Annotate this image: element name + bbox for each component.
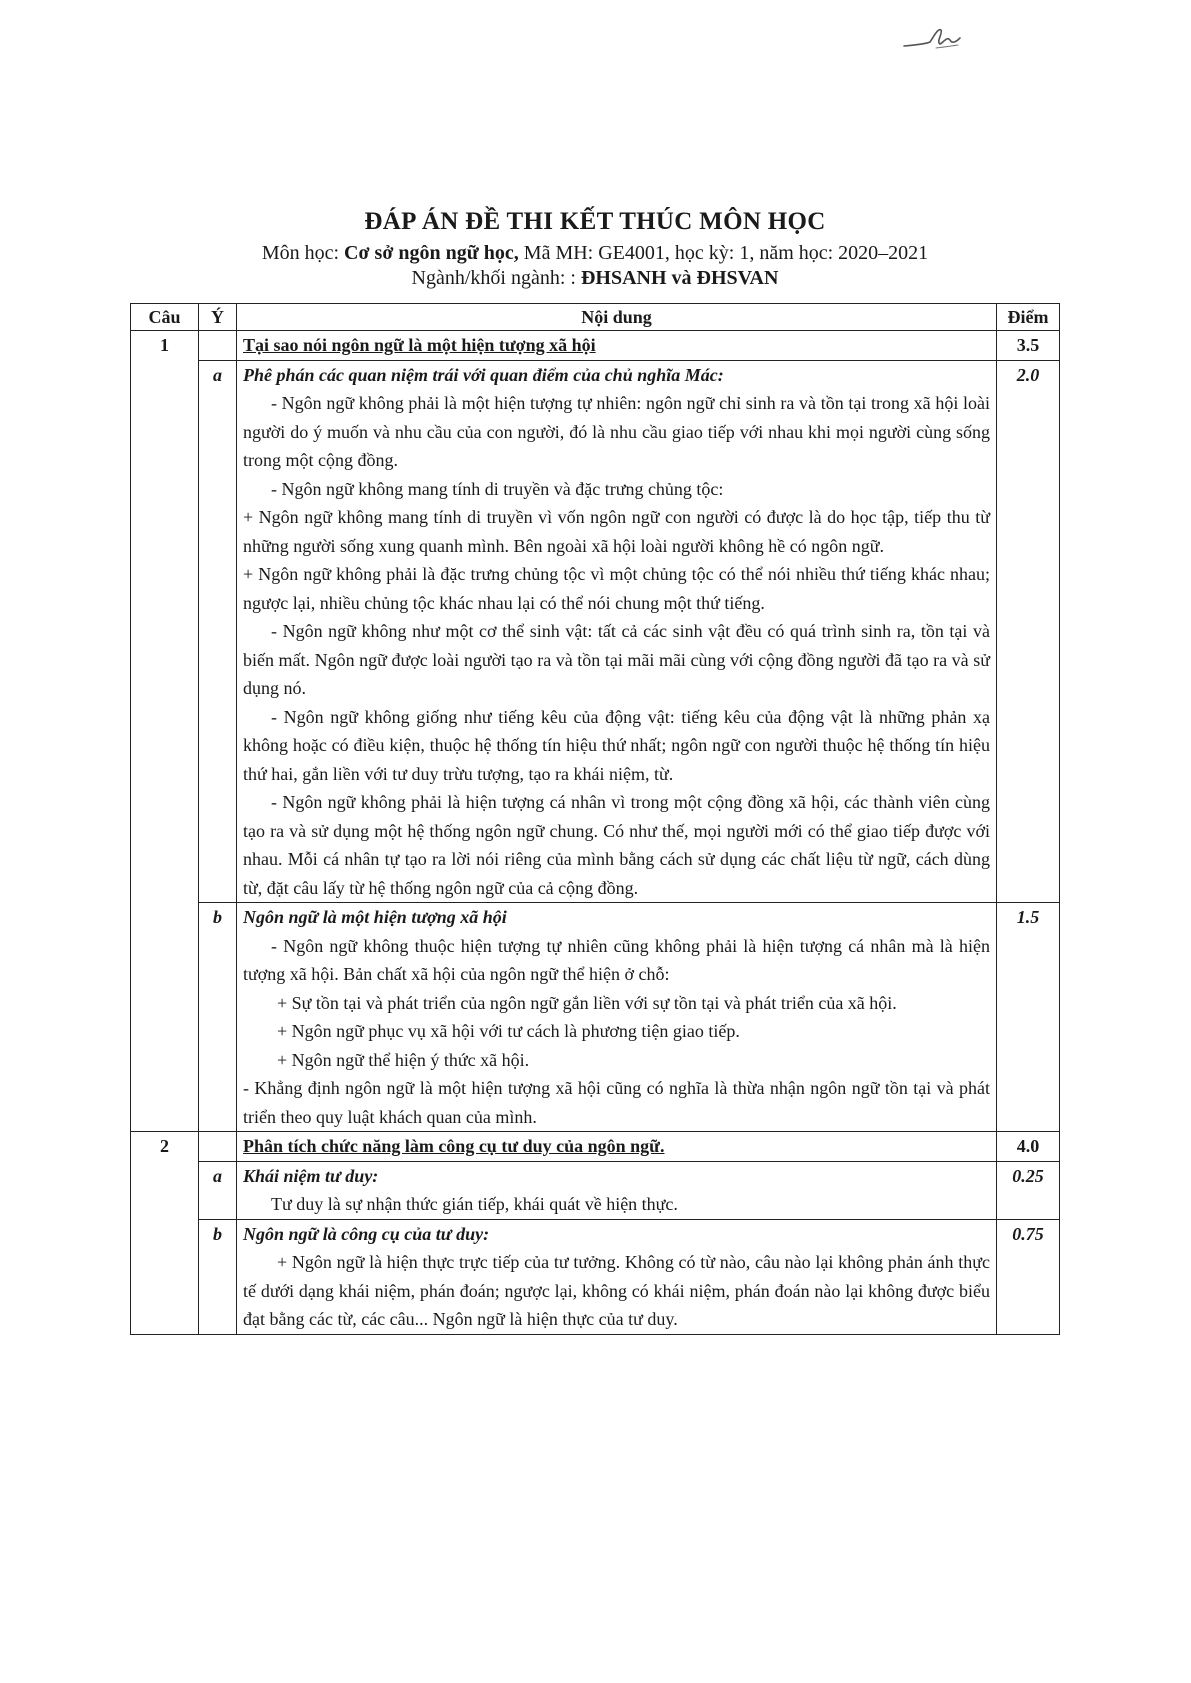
- document-header: [130, 208, 1060, 290]
- question-number: 1: [131, 331, 199, 1132]
- item-content: [237, 360, 997, 903]
- header-noi-dung: Nội dung: [237, 304, 997, 331]
- course-info: [130, 242, 1060, 265]
- item-heading: Ngôn ngữ là công cụ của tư duy:: [243, 1223, 490, 1244]
- item-paragraph: - Ngôn ngữ không phải là một hiện tượng tự nhiên: ngôn ngữ chỉ sinh ra và tồn tại trong xã hội loài người do ý muốn và nhu cầu của con người, đó là nhu cầu giao tiếp với nhau khi mọi người cùng sống trong một cộng đồng.: [243, 393, 990, 470]
- item-heading: Khái niệm tư duy:: [243, 1165, 379, 1186]
- item-paragraph: + Sự tồn tại và phát triển của ngôn ngữ gắn liền với sự tồn tại và phát triển của xã hội.: [277, 992, 897, 1013]
- item-paragraph: + Ngôn ngữ không phải là đặc trưng chủng tộc vì một chủng tộc có thể nói nhiều thứ tiếng khác nhau; ngược lại, nhiều chủng tộc khác nhau lại có thể nói chung một thứ tiếng.: [243, 564, 990, 613]
- item-paragraph: - Ngôn ngữ không giống như tiếng kêu của động vật: tiếng kêu của động vật là những phản xạ không hoặc có điều kiện, thuộc hệ thống tín hiệu thứ nhất; ngôn ngữ con người thuộc hệ thống tín hiệu thứ hai, gắn liền với tư duy trừu tượng, tạo ra khái niệm, từ.: [243, 706, 990, 784]
- answer-table: [130, 303, 1060, 1335]
- item-content: [237, 903, 997, 1132]
- table-row: [131, 1219, 1060, 1334]
- header-y: Ý: [199, 304, 237, 331]
- course-name: Cơ sở ngôn ngữ học,: [344, 242, 519, 264]
- table-row: [131, 1132, 1060, 1162]
- table-row: [131, 331, 1060, 361]
- header-diem: Điểm: [997, 304, 1060, 331]
- item-paragraph: - Ngôn ngữ không thuộc hiện tượng tự nhiên cũng không phải là hiện tượng cá nhân mà là hiện tượng xã hội. Bản chất xã hội của ngôn ngữ thể hiện ở chỗ:: [243, 935, 990, 984]
- signature-mark: [900, 18, 970, 58]
- question-score: 3.5: [997, 331, 1060, 361]
- item-label: b: [199, 1219, 237, 1334]
- item-paragraph: + Ngôn ngữ không mang tính di truyền vì vốn ngôn ngữ con người có được là do học tập, tiếp thu từ những người sống xung quanh mình. Bên ngoài xã hội loài người không hề có ngôn ngữ.: [243, 507, 990, 556]
- item-paragraph: - Ngôn ngữ không phải là hiện tượng cá nhân vì trong một cộng đồng xã hội, các thành viên cùng tạo ra và sử dụng một hệ thống ngôn ngữ chung. Có như thế, mọi người mới có thể giao tiếp được với nhau. Mỗi cá nhân tự tạo ra lời nói riêng của mình bằng cách sử dụng các chất liệu từ ngữ, cách dùng từ, đặt câu lấy từ hệ thống ngôn ngữ của cả cộng đồng.: [243, 792, 990, 898]
- table-row: [131, 1161, 1060, 1219]
- item-paragraph: + Ngôn ngữ phục vụ xã hội với tư cách là phương tiện giao tiếp.: [277, 1021, 740, 1041]
- item-paragraph: Tư duy là sự nhận thức gián tiếp, khái quát về hiện thực.: [271, 1194, 678, 1214]
- question-score: 4.0: [997, 1132, 1060, 1162]
- table-header-row: [131, 304, 1060, 331]
- majors-prefix: Ngành/khối ngành: :: [411, 267, 581, 289]
- majors-value: ĐHSANH và ĐHSVAN: [580, 267, 779, 289]
- item-label: a: [199, 360, 237, 903]
- item-heading: Ngôn ngữ là một hiện tượng xã hội: [243, 907, 507, 927]
- item-content: [237, 1161, 997, 1219]
- item-paragraph: - Ngôn ngữ không mang tính di truyền và đặc trưng chủng tộc:: [271, 478, 724, 499]
- item-score: 1.5: [997, 903, 1060, 1132]
- header-cau: Câu: [131, 304, 199, 331]
- majors-info: [130, 267, 1060, 290]
- question-topic: Tại sao nói ngôn ngữ là một hiện tượng xã hội: [243, 335, 596, 355]
- document-title: ĐÁP ÁN ĐỀ THI KẾT THÚC MÔN HỌC: [364, 208, 826, 235]
- item-paragraph: - Khẳng định ngôn ngữ là một hiện tượng xã hội cũng có nghĩa là thừa nhận ngôn ngữ tồn tại và phát triển theo quy luật khách quan của mình.: [243, 1078, 990, 1127]
- course-prefix: Môn học:: [261, 242, 345, 264]
- item-score: 2.0: [997, 360, 1060, 903]
- item-paragraph: + Ngôn ngữ thể hiện ý thức xã hội.: [277, 1049, 530, 1070]
- item-paragraph: - Ngôn ngữ không như một cơ thể sinh vật: tất cả các sinh vật đều có quá trình sinh ra, tồn tại và biến mất. Ngôn ngữ được loài người tạo ra và tồn tại mãi mãi cùng với cộng đồng người đã tạo ra và sử dụng nó.: [243, 621, 990, 698]
- item-label: b: [199, 903, 237, 1132]
- table-row: [131, 360, 1060, 903]
- question-number: 2: [131, 1132, 199, 1335]
- question-topic: Phân tích chức năng làm công cụ tư duy của ngôn ngữ.: [243, 1136, 665, 1156]
- item-paragraph: + Ngôn ngữ là hiện thực trực tiếp của tư tưởng. Không có từ nào, câu nào lại không phản ánh thực tế dưới dạng khái niệm, phán đoán; ngược lại, không có khái niệm, phán đoán nào lại không được biểu đạt bằng các từ, các câu... Ngôn ngữ là hiện thực của tư duy.: [243, 1252, 990, 1329]
- item-heading: Phê phán các quan niệm trái với quan điểm của chủ nghĩa Mác:: [243, 364, 724, 385]
- item-score: 0.25: [997, 1161, 1060, 1219]
- item-score: 0.75: [997, 1219, 1060, 1334]
- item-content: [237, 1219, 997, 1334]
- item-label: a: [199, 1161, 237, 1219]
- table-row: [131, 903, 1060, 1132]
- course-details: Mã MH: GE4001, học kỳ: 1, năm học: 2020–2021: [518, 242, 929, 264]
